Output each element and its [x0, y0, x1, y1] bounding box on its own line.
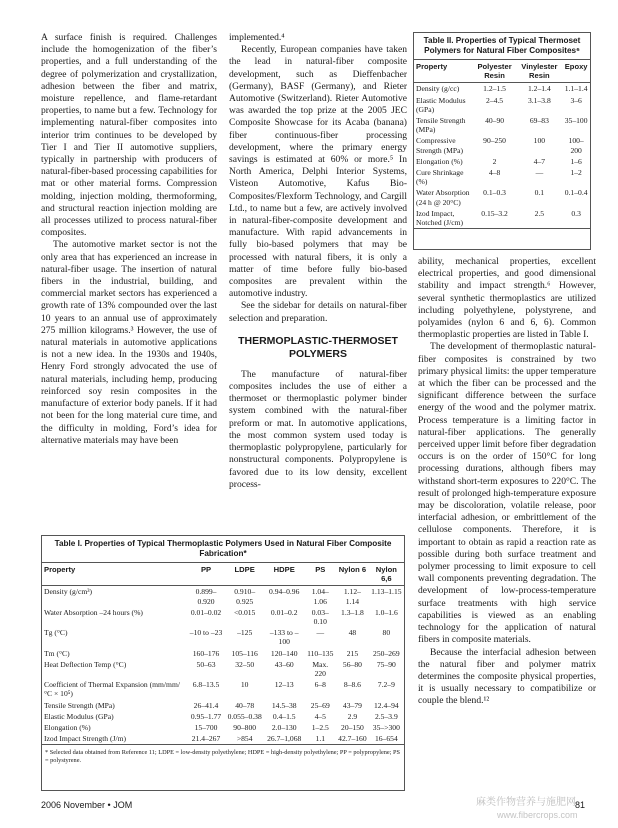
table-cell: 14.5–38: [271, 700, 297, 710]
table-cell: 15–700: [194, 723, 218, 733]
table-row: [42, 722, 404, 733]
table-cell: 43–79: [342, 700, 362, 710]
column-header: HDPE: [264, 563, 304, 586]
table-row: [414, 167, 590, 187]
row-label: Elastic Modulus (GPa): [44, 711, 114, 721]
table-cell: 250–269: [373, 648, 400, 658]
column-header: LDPE: [225, 563, 264, 586]
table-cell: 0.15–3.2: [473, 208, 517, 229]
table-cell: 43–60: [274, 659, 294, 669]
table-cell: 35–>300: [372, 723, 400, 733]
data-table: [414, 59, 590, 229]
table-row: [42, 711, 404, 722]
paragraph: The manufacture of natural-fiber composites includes the use of either a thermoset or thermoplastic polymer binder system combined with the natural-fiber preform or mat. In automotive applications, the most common system used today is thermoplastic polypropylene, particularly for nonstructural components. Polypropylene is favored due to its low density, excellent process-: [229, 368, 407, 490]
column-header: Epoxy: [562, 60, 590, 83]
text-column-2: [229, 32, 407, 491]
table-thermoplastic-properties: [41, 535, 405, 791]
table-cell: 0.910–0.925: [234, 587, 256, 606]
table-cell: 32–50: [235, 659, 255, 669]
table-cell: 105–116: [231, 648, 258, 658]
table-cell: 75–90: [376, 659, 396, 669]
row-label: Compressive Strength (MPa): [416, 136, 464, 155]
table-row: [414, 156, 590, 167]
table-cell: 1–6: [570, 156, 582, 166]
table-row: [414, 115, 590, 135]
row-label: Water Absorption –24 hours (%): [44, 607, 143, 617]
column-header: Nylon 6: [336, 563, 369, 586]
table-row: [414, 83, 590, 95]
row-label: Density (g/cc): [416, 84, 460, 94]
table-cell: 80: [382, 628, 391, 638]
table-cell: 4–5: [314, 711, 326, 721]
table-cell: 69–83: [529, 116, 549, 126]
table-cell: 40–90: [485, 116, 505, 126]
text-column-3: [418, 256, 596, 708]
table-cell: 1–2: [570, 168, 582, 178]
table-cell: 3.1–3.8: [527, 95, 551, 105]
table-cell: 4–8: [488, 168, 501, 178]
table-cell: 56–80: [342, 659, 362, 669]
table-cell: 12.4–94: [374, 700, 399, 710]
table-cell: 16–654: [369, 733, 404, 745]
table-cell: 20–150: [341, 723, 364, 733]
table-row: [42, 648, 404, 659]
table-row: [414, 95, 590, 115]
column-header: Polyester Resin: [473, 60, 517, 83]
paragraph: The development of thermoplastic natural-fiber composites is constrained by two primary physical limits: the upper temperature at which the fiber can be processed and the significant difference between the surface energy of the wood and the polymer matrix. Process temperature is a limiting factor in natural-fiber applications. The generally perceived upper limit before fiber degradation occurs is on the order of 150°C for long processing durations, although fibers may withstand short-term exposures to 220°C. The result of prolonged high-temperature exposure may be discoloration, volatile release, poor interfacial adhesion, or embrittlement of the cellulose components. Therefore, it is important to obtain as rapid a reaction rate as possible during both surface treatment and polymer processing to limit exposure to cell wall components preventing degradation. The development of low-process-temperature surface treatments with high service capabilities is viewed as an enabling technology for the application of natural fibers in composite materials.: [418, 341, 596, 646]
table-cell: 26.7–1,068: [264, 733, 304, 745]
table-cell: 160–176: [192, 648, 220, 658]
table-cell: 215: [346, 648, 359, 658]
table-cell: 0.1: [534, 188, 545, 198]
table-cell: 1.12–1.14: [343, 587, 361, 606]
watermark: 麻类作物营养与施肥网: [476, 797, 576, 808]
row-label: Elastic Modulus (GPa): [416, 95, 466, 114]
table-cell: 2.5–3.9: [374, 711, 398, 721]
table-cell: 2.0–130: [271, 723, 297, 733]
column-header: Vinylester Resin: [516, 60, 562, 83]
table-cell: 0.4–1.5: [272, 711, 296, 721]
row-label: Density (g/cm³): [44, 587, 93, 597]
table-cell: 0.899–0.920: [195, 587, 217, 606]
table-cell: 120–140: [270, 648, 298, 658]
table-cell: 40–78: [235, 700, 255, 710]
row-label: Heat Deflection Temp (°C): [44, 659, 127, 669]
paragraph: implemented.⁴: [229, 32, 285, 43]
table-cell: 6–8: [314, 680, 326, 690]
row-label: Tensile Strength (MPa): [416, 116, 466, 135]
paragraph: A surface finish is required. Challenges include the homogenization of the fiber’s properties, and a full understanding of the degree of polymerization and crystallization, adhesion between the fiber and matrix, moisture repellence, and flame-retardant properties, to name but a few. Technology for implementing natural-fiber composites into interior trim continues to be developed by Tier I and Tier II automotive suppliers, typically in partnership with producers of natural-fiber-based processing capabilities for mat or other material forms. Compression molding, injection molding, thermoforming, and structural reaction injection molding are all processes utilized to process natural-fiber composites.: [41, 32, 217, 239]
table-cell: >854: [225, 733, 264, 745]
paragraph: The automotive market sector is not the only area that has experienced an increase in natural-fiber usage. The insertion of natural fibers in the industrial, building, and commercial market sectors has experienced a growth rate of 13% compounded over the last 10 years to an annual use of approximately 275 million kilograms.³ However, the use of natural materials in automotive applications is not a new idea. In the 1930s and 1940s, Henry Ford strongly advocated the use of natural materials, including hemp, producing reinforced soy resin composites in the manufacture of exterior body panels. If it had not been for the long material cure time, and the difficulty in molding, Ford’s idea for alternative materials may have been: [41, 239, 217, 446]
row-label: Elongation (%): [44, 723, 91, 733]
table-row: [42, 607, 404, 627]
table-cell: <0.015: [233, 607, 256, 617]
table-row: [42, 659, 404, 679]
row-label: Coefficient of Thermal Expansion (mm/mm/ °C × 10⁵): [44, 680, 180, 699]
paragraph: Recently, European companies have taken the lead in natural-fiber composite development, such as Dieffenbacher (Germany), BASF (Germany), and Rieter Automotive (Switzerland). Rieter Automotive was awarded the top prize at the 2005 JEC Composite Showcase for its Acaba (banana) fiber continuous-fiber processing development, where the primary energy savings is estimated at 60% or more.⁵ In North America, Delphi Interior Systems, Visteon Automotive, Kafus Bio-Composites/Flexform Technology, and Cargill Ltd., to name but a few, are actively involved in natural-fiber-composite development and manufacture. With rapid advancements in fully bio-based polymers that may be processed with natural fibers, it is only a matter of time before fully bio-based composites are prevalent within the automotive industry.: [229, 44, 407, 300]
table-cell: 0.95–1.77: [190, 711, 222, 721]
table-cell: 0.3: [562, 208, 590, 229]
table-cell: 1.2–1.4: [527, 84, 551, 94]
column-header: PP: [187, 563, 226, 586]
row-label: Tg (°C): [44, 628, 68, 638]
column-2-lower-text: [229, 369, 407, 491]
table-cell: 110–135: [307, 648, 334, 658]
table-cell: 1.3–1.8: [341, 607, 364, 617]
row-label: Elongation (%): [416, 156, 463, 166]
table-thermoset-properties: [413, 32, 591, 250]
table-cell: 3–6: [570, 95, 582, 105]
table-cell: 2: [492, 156, 497, 166]
table-cell: 100–200: [568, 136, 584, 155]
section-heading: THERMOPLASTIC-THERMOSET POLYMERS: [238, 334, 398, 360]
table-row: [42, 586, 404, 607]
column-header: Property: [42, 563, 187, 586]
table-cell: 1.04–1.06: [311, 587, 329, 606]
table-cell: 2.5: [516, 208, 562, 229]
column-header: PS: [304, 563, 336, 586]
table-row: [414, 208, 590, 229]
table-cell: 7.2–9: [377, 680, 395, 690]
paragraph: See the sidebar for details on natural-fiber selection and preparation.: [229, 300, 407, 324]
table-cell: 90–800: [233, 723, 257, 733]
row-label: Tm (°C): [44, 648, 70, 658]
table-row: [414, 135, 590, 155]
column-2-upper-text: [229, 32, 407, 325]
table-cell: 0.94–0.96: [269, 587, 300, 597]
table-cell: 1.0–1.6: [374, 607, 398, 617]
table-cell: 26–41.4: [193, 700, 219, 710]
page-number: 81: [575, 800, 586, 810]
table-cell: —: [316, 628, 325, 638]
table-row: [42, 700, 404, 711]
row-label: Tensile Strength (MPa): [44, 700, 115, 710]
row-label: Water Absorption (24 h @ 20°C): [416, 188, 470, 207]
row-label: Cure Shrinkage (%): [416, 168, 464, 187]
table-caption: Table I. Properties of Typical Thermoplastic Polymers Used in Natural Fiber Composite Fabrication*: [54, 539, 392, 558]
table-cell: 48: [348, 628, 357, 638]
table-cell: 90–250: [483, 136, 506, 146]
table-cell: 10: [240, 680, 249, 690]
table-cell: –133 to –100: [269, 628, 299, 647]
table-cell: 1.1: [304, 733, 336, 745]
table-cell: 1.1–1.4: [564, 84, 588, 94]
table-cell: 1.2–1.5: [483, 84, 506, 94]
table-cell: 0.1–0.3: [483, 188, 506, 198]
table-cell: 6.8–13.5: [192, 680, 220, 690]
table-cell: 12–13: [274, 680, 294, 690]
table-cell: 25–69: [310, 700, 330, 710]
table-cell: 42.7–160: [336, 733, 369, 745]
paragraph: ability, mechanical properties, excellent electrical properties, and good dimensional stability and impact strength.⁶ However, several synthetic thermoplastics are utilized including polyethylene, polystyrene, and polyamides (nylon 6 and 6, 6). Common thermoplastic properties are listed in Table I.: [418, 256, 596, 341]
table-cell: 4–7: [533, 156, 546, 166]
table-row: [42, 733, 404, 745]
table-cell: Max. 220: [312, 659, 329, 679]
table-cell: 35–100: [564, 116, 588, 126]
paragraph: Because the interfacial adhesion between the natural fiber and polymer matrix determines the composite physical properties, it is usually necessary to compatibilize or couple the blend.¹²: [418, 646, 596, 707]
table-footnote: * Selected data obtained from Reference 11; LDPE = low-density polyethylene; HDPE = high-density polyethylene; PP = polypropylene; PS = polystyrene.: [45, 749, 401, 765]
table-cell: 50–63: [196, 659, 216, 669]
table-cell: 1–2.5: [311, 723, 329, 733]
table-row: [42, 627, 404, 647]
watermark-url: www.fibercrops.com: [497, 810, 578, 820]
table-cell: 2.9: [347, 711, 358, 721]
row-label: Izod Impact Strength (J/m): [42, 733, 187, 745]
table-cell: —: [535, 168, 544, 178]
table-cell: 0.1–0.4: [564, 188, 588, 198]
table-caption: Table II. Properties of Typical Thermoset Polymers for Natural Fiber Composites⁶: [423, 36, 581, 55]
table-cell: 8–8.6: [343, 680, 361, 690]
table-cell: 0.01–0.02: [190, 607, 222, 617]
table-cell: 0.03–0.10: [311, 607, 329, 627]
column-header: Nylon 6,6: [369, 563, 404, 586]
table-cell: 100: [533, 136, 546, 146]
table-cell: 2–4.5: [486, 95, 504, 105]
table-cell: –10 to –23: [189, 628, 223, 638]
table-cell: 0.01–0.2: [270, 607, 298, 617]
table-row: [42, 679, 404, 699]
row-label: Izod Impact, Notched (J/cm): [414, 208, 473, 229]
table-cell: –125: [237, 628, 253, 638]
table-cell: 1.13–1.15: [371, 587, 402, 597]
table-cell: 0.055–0.38: [227, 711, 262, 721]
text-column-1: [41, 32, 217, 447]
table-cell: 21.4–267: [187, 733, 226, 745]
table-row: [414, 187, 590, 207]
footer-journal-date: 2006 November • JOM: [41, 800, 133, 810]
column-header: Property: [414, 60, 473, 83]
data-table: [42, 562, 404, 745]
